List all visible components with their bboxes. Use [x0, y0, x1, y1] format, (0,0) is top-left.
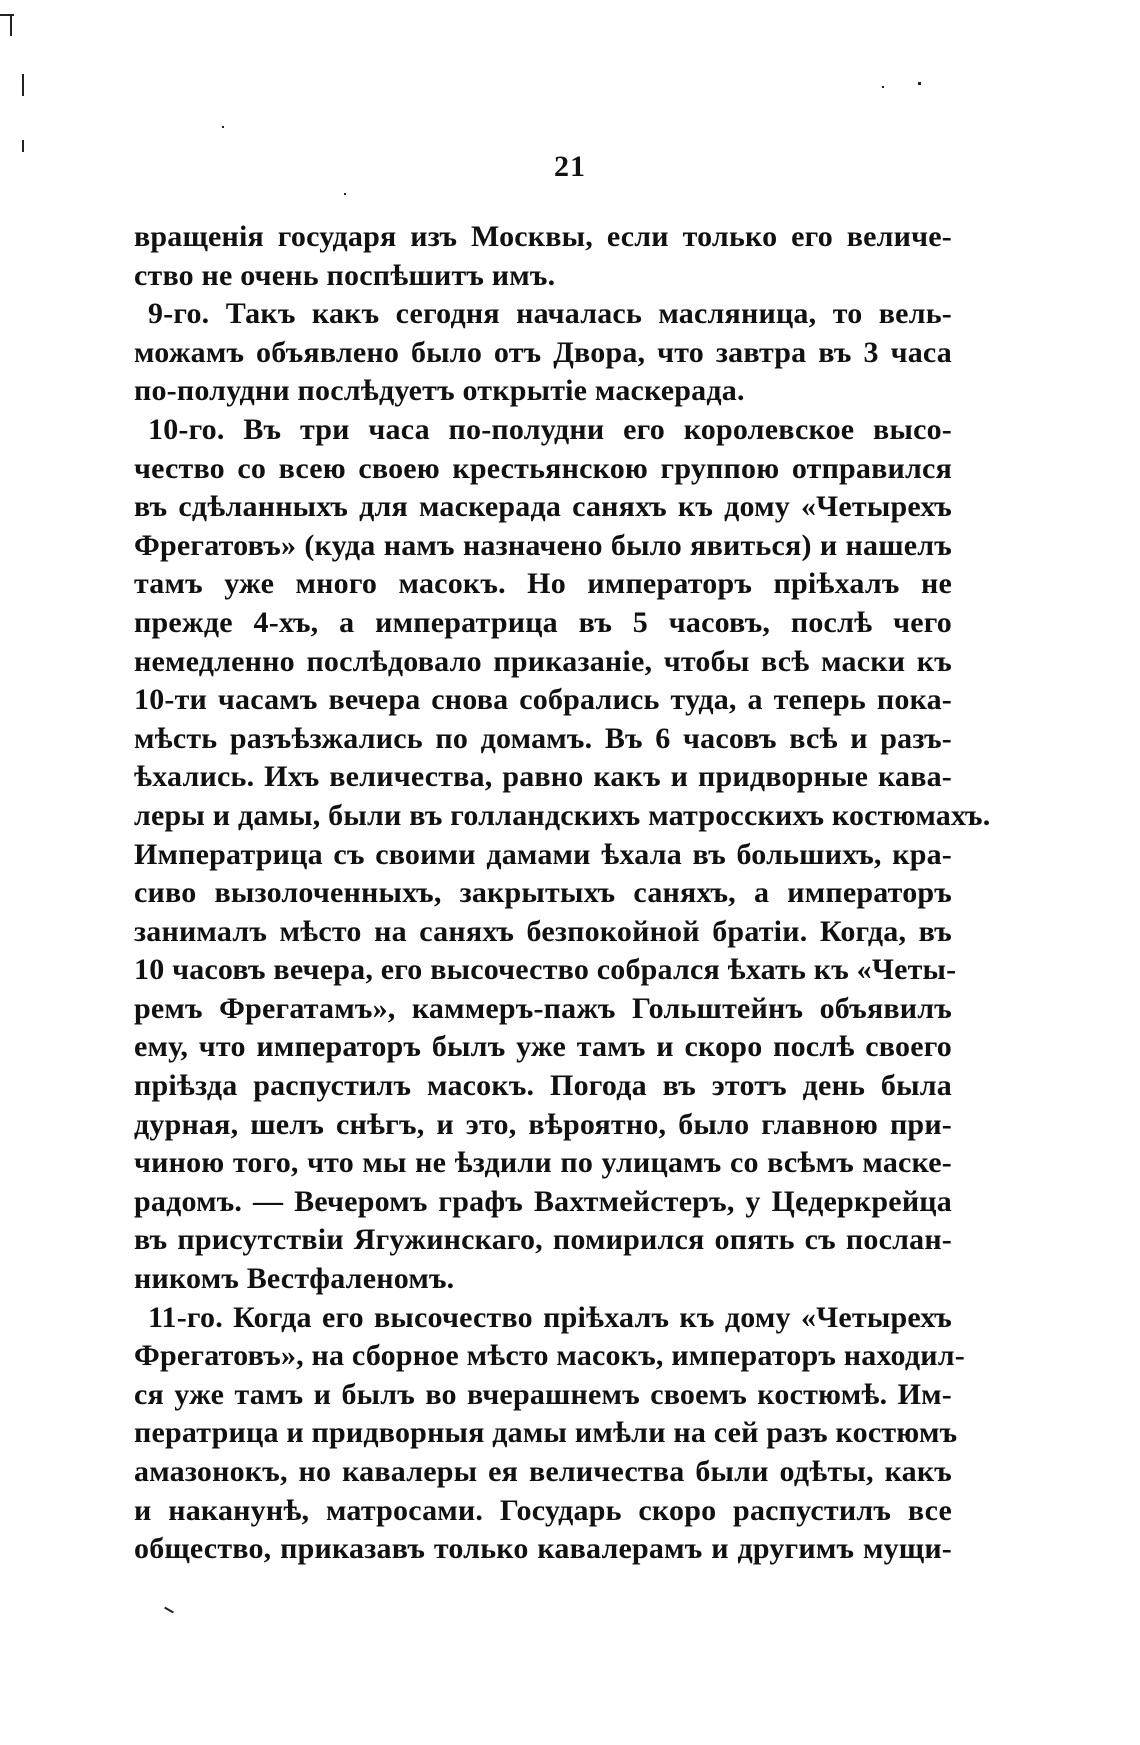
text-line: общество, приказавъ только кавалерамъ и другимъ мущи-: [134, 1532, 952, 1566]
text-line: ремъ Фрегатамъ», каммеръ-пажъ Гольштейнъ объявилъ: [134, 991, 952, 1025]
text-line: въ присутствіи Ягужинскаго, помирился опять съ послан-: [134, 1223, 952, 1257]
text-line: леры и дамы, были въ голландскихъ матросскихъ костюмахъ.: [134, 798, 991, 832]
text-line: ператрица и придворныя дамы имѣли на сей разъ костюмъ: [134, 1416, 958, 1450]
text-line: сиво вызолоченныхъ, закрытыхъ саняхъ, а императоръ: [134, 876, 952, 910]
text-line: 9-го. Такъ какъ сегодня началась масляница, то вель-: [148, 297, 952, 331]
text-line: немедленно послѣдовало приказаніе, чтобы всѣ маски къ: [134, 644, 952, 678]
scan-corner-mark: [10, 14, 12, 36]
page-number: 21: [554, 150, 586, 183]
text-line: 11-го. Когда его высочество пріѣхалъ къ дому «Четырехъ: [148, 1300, 952, 1334]
text-line: дурная, шелъ снѣгъ, и это, вѣроятно, было главною при-: [134, 1107, 952, 1141]
scan-speck: [164, 1607, 174, 1614]
text-line: Императрица съ своими дамами ѣхала въ большихъ, кра-: [134, 837, 952, 871]
scan-speck: [918, 82, 921, 85]
text-line: занималъ мѣсто на саняхъ безпокойной братіи. Когда, въ: [134, 914, 952, 948]
scan-edge-mark: [22, 74, 24, 96]
text-line: Фрегатовъ» (куда намъ назначено было явиться) и нашелъ: [134, 528, 952, 562]
text-line: 10-ти часамъ вечера снова собрались туда, а теперь пока-: [134, 683, 952, 717]
text-line: ему, что императоръ былъ уже тамъ и скоро послѣ своего: [134, 1030, 952, 1064]
text-line: ѣхались. Ихъ величества, равно какъ и придворные кава-: [134, 760, 952, 794]
text-line: пріѣзда распустилъ масокъ. Погода въ этотъ день была: [134, 1069, 952, 1103]
scan-speck: [882, 86, 884, 88]
text-line: мѣсть разъѣзжались по домамъ. Въ 6 часовъ всѣ и разъ-: [134, 721, 952, 755]
text-line: ся уже тамъ и былъ во вчерашнемъ своемъ костюмѣ. Им-: [134, 1377, 952, 1411]
text-line: по-полудни послѣдуетъ открытіе маскерада.: [134, 374, 745, 408]
text-line: тамъ уже много масокъ. Но императоръ пріѣхалъ не: [134, 567, 952, 601]
text-line: 10 часовъ вечера, его высочество собрался ѣхать къ «Четы-: [134, 953, 957, 987]
text-line: въ сдѣланныхъ для маскерада саняхъ къ дому «Четырехъ: [134, 490, 952, 524]
text-line: ство не очень поспѣшитъ имъ.: [134, 258, 556, 292]
text-line: чество со всею своею крестьянскою группою отправился: [134, 451, 952, 485]
text-line: никомъ Вестфаленомъ.: [134, 1262, 455, 1296]
text-line: амазонокъ, но кавалеры ея величества были одѣты, какъ: [134, 1455, 952, 1488]
text-line: Фрегатовъ», на сборное мѣсто масокъ, императоръ находил-: [134, 1339, 965, 1373]
text-line: вращенія государя изъ Москвы, если только его величе-: [134, 220, 952, 253]
text-line: 10-го. Въ три часа по-полудни его королевское высо-: [148, 412, 952, 446]
text-line: и наканунѣ, матросами. Государь скоро распустилъ все: [134, 1493, 952, 1527]
text-line: можамъ объявлено было отъ Двора, что завтра въ 3 часа: [134, 335, 952, 369]
text-line: прежде 4-хъ, а императрица въ 5 часовъ, послѣ чего: [134, 605, 952, 639]
scan-speck: [222, 126, 224, 128]
body-text: [134, 218, 991, 1569]
text-line: радомъ. — Вечеромъ графъ Вахтмейстеръ, у Цедеркрейца: [134, 1184, 952, 1218]
scan-speck: [344, 193, 346, 195]
text-line: чиною того, что мы не ѣздили по улицамъ со всѣмъ маске-: [134, 1146, 952, 1180]
